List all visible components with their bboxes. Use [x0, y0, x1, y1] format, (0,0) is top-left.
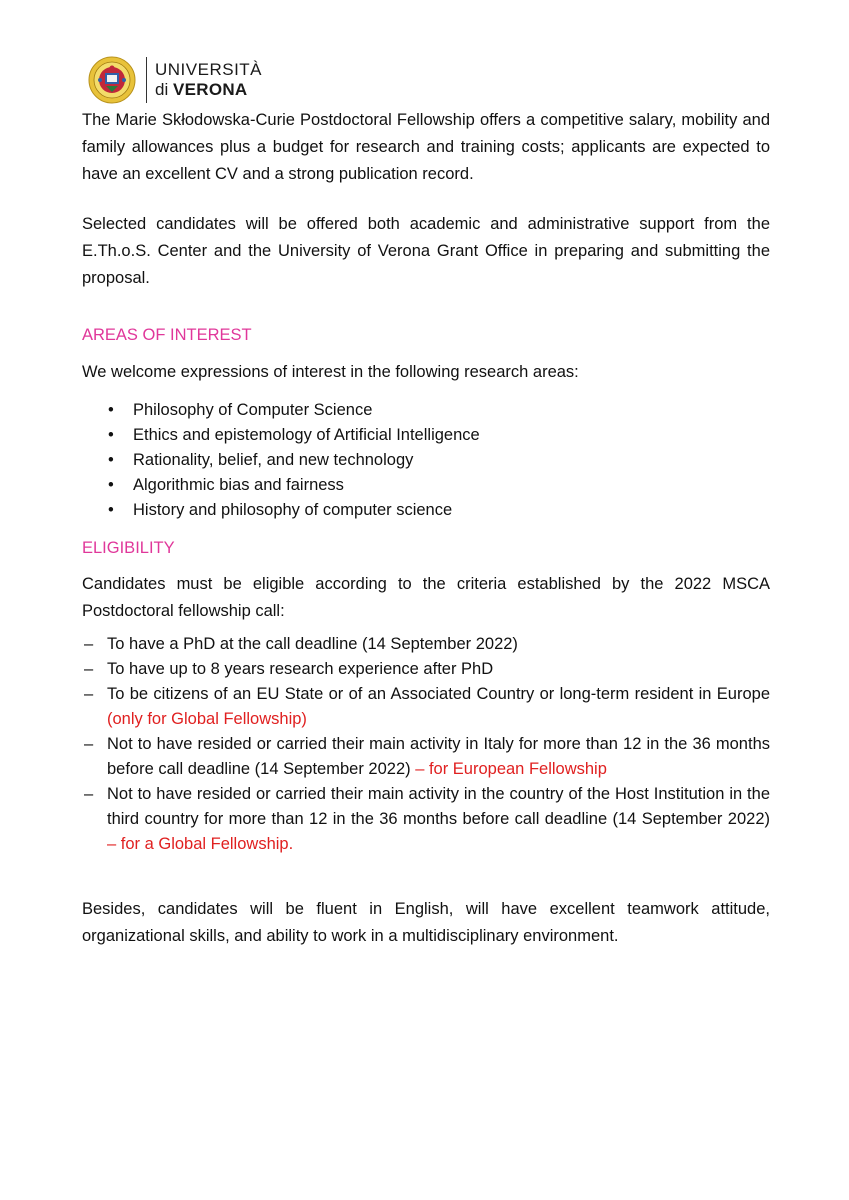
list-item-text: Philosophy of Computer Science	[133, 401, 373, 419]
dash-icon: –	[84, 660, 94, 678]
logo-line-universita: UNIVERSITÀ	[155, 60, 263, 79]
logo-wordmark	[155, 60, 262, 100]
list-item-text: Algorithmic bias and fairness	[133, 476, 344, 494]
list-item	[82, 732, 770, 782]
criterion-note: – for European Fellowship	[415, 760, 607, 778]
logo-verona: VERONA	[172, 80, 248, 99]
criterion-text: To be citizens of an EU State or of an Associated Country or long-term resident in Europe	[107, 685, 770, 703]
logo-divider	[146, 57, 147, 103]
closing-paragraph: Besides, candidates will be fluent in English, will have excellent teamwork attitude, organizational skills, and ability to work in a multidisciplinary environment.	[82, 900, 770, 945]
logo-line-verona	[155, 80, 262, 100]
list-item	[82, 632, 770, 657]
areas-lead: We welcome expressions of interest in the following research areas:	[82, 363, 579, 381]
list-item	[82, 682, 770, 732]
list-item	[82, 782, 770, 857]
intro-paragraph-2: Selected candidates will be offered both academic and administrative support from the E.Th.o.S. Center and the University of Verona Grant Office in preparing and submitting the proposal.	[82, 215, 770, 287]
list-item	[108, 423, 480, 448]
dash-icon: –	[84, 685, 94, 703]
bullet-icon: •	[108, 451, 114, 469]
list-item-text: Rationality, belief, and new technology	[133, 451, 414, 469]
eligibility-list	[82, 632, 770, 857]
university-seal-icon	[88, 56, 136, 104]
bullet-icon: •	[108, 426, 114, 444]
eligibility-lead: Candidates must be eligible according to the criteria established by the 2022 MSCA Postdoctoral fellowship call:	[82, 575, 770, 620]
areas-heading: AREAS OF INTEREST	[82, 326, 252, 344]
bullet-icon: •	[108, 501, 114, 519]
criterion-note: – for a Global Fellowship.	[107, 835, 294, 853]
list-item	[108, 473, 480, 498]
logo-di: di	[155, 80, 169, 99]
areas-list	[108, 398, 480, 523]
eligibility-heading: ELIGIBILITY	[82, 539, 175, 557]
list-item-text: History and philosophy of computer science	[133, 501, 453, 519]
criterion-text: Not to have resided or carried their main activity in the country of the Host Institution in the third country for more than 12 in the 36 months before call deadline (14 September 2022)	[107, 785, 770, 828]
list-item	[108, 448, 480, 473]
list-item	[82, 657, 770, 682]
dash-icon: –	[84, 785, 94, 803]
intro-paragraph-1: The Marie Skłodowska-Curie Postdoctoral Fellowship offers a competitive salary, mobility and family allowances plus a budget for research and training costs; applicants are expected to have an excellent CV and a strong publication record.	[82, 111, 770, 183]
dash-icon: –	[84, 635, 94, 653]
criterion-text: Not to have resided or carried their main activity in Italy for more than 12 in the 36 months before call deadline (14 September 2022)	[107, 735, 770, 778]
list-item	[108, 498, 480, 523]
university-logo	[88, 54, 262, 106]
dash-icon: –	[84, 735, 94, 753]
criterion-text: To have a PhD at the call deadline (14 September 2022)	[107, 635, 518, 653]
criterion-note: (only for Global Fellowship)	[107, 710, 307, 728]
bullet-icon: •	[108, 401, 114, 419]
list-item	[108, 398, 480, 423]
criterion-text: To have up to 8 years research experience after PhD	[107, 660, 494, 678]
bullet-icon: •	[108, 476, 114, 494]
list-item-text: Ethics and epistemology of Artificial Intelligence	[133, 426, 480, 444]
